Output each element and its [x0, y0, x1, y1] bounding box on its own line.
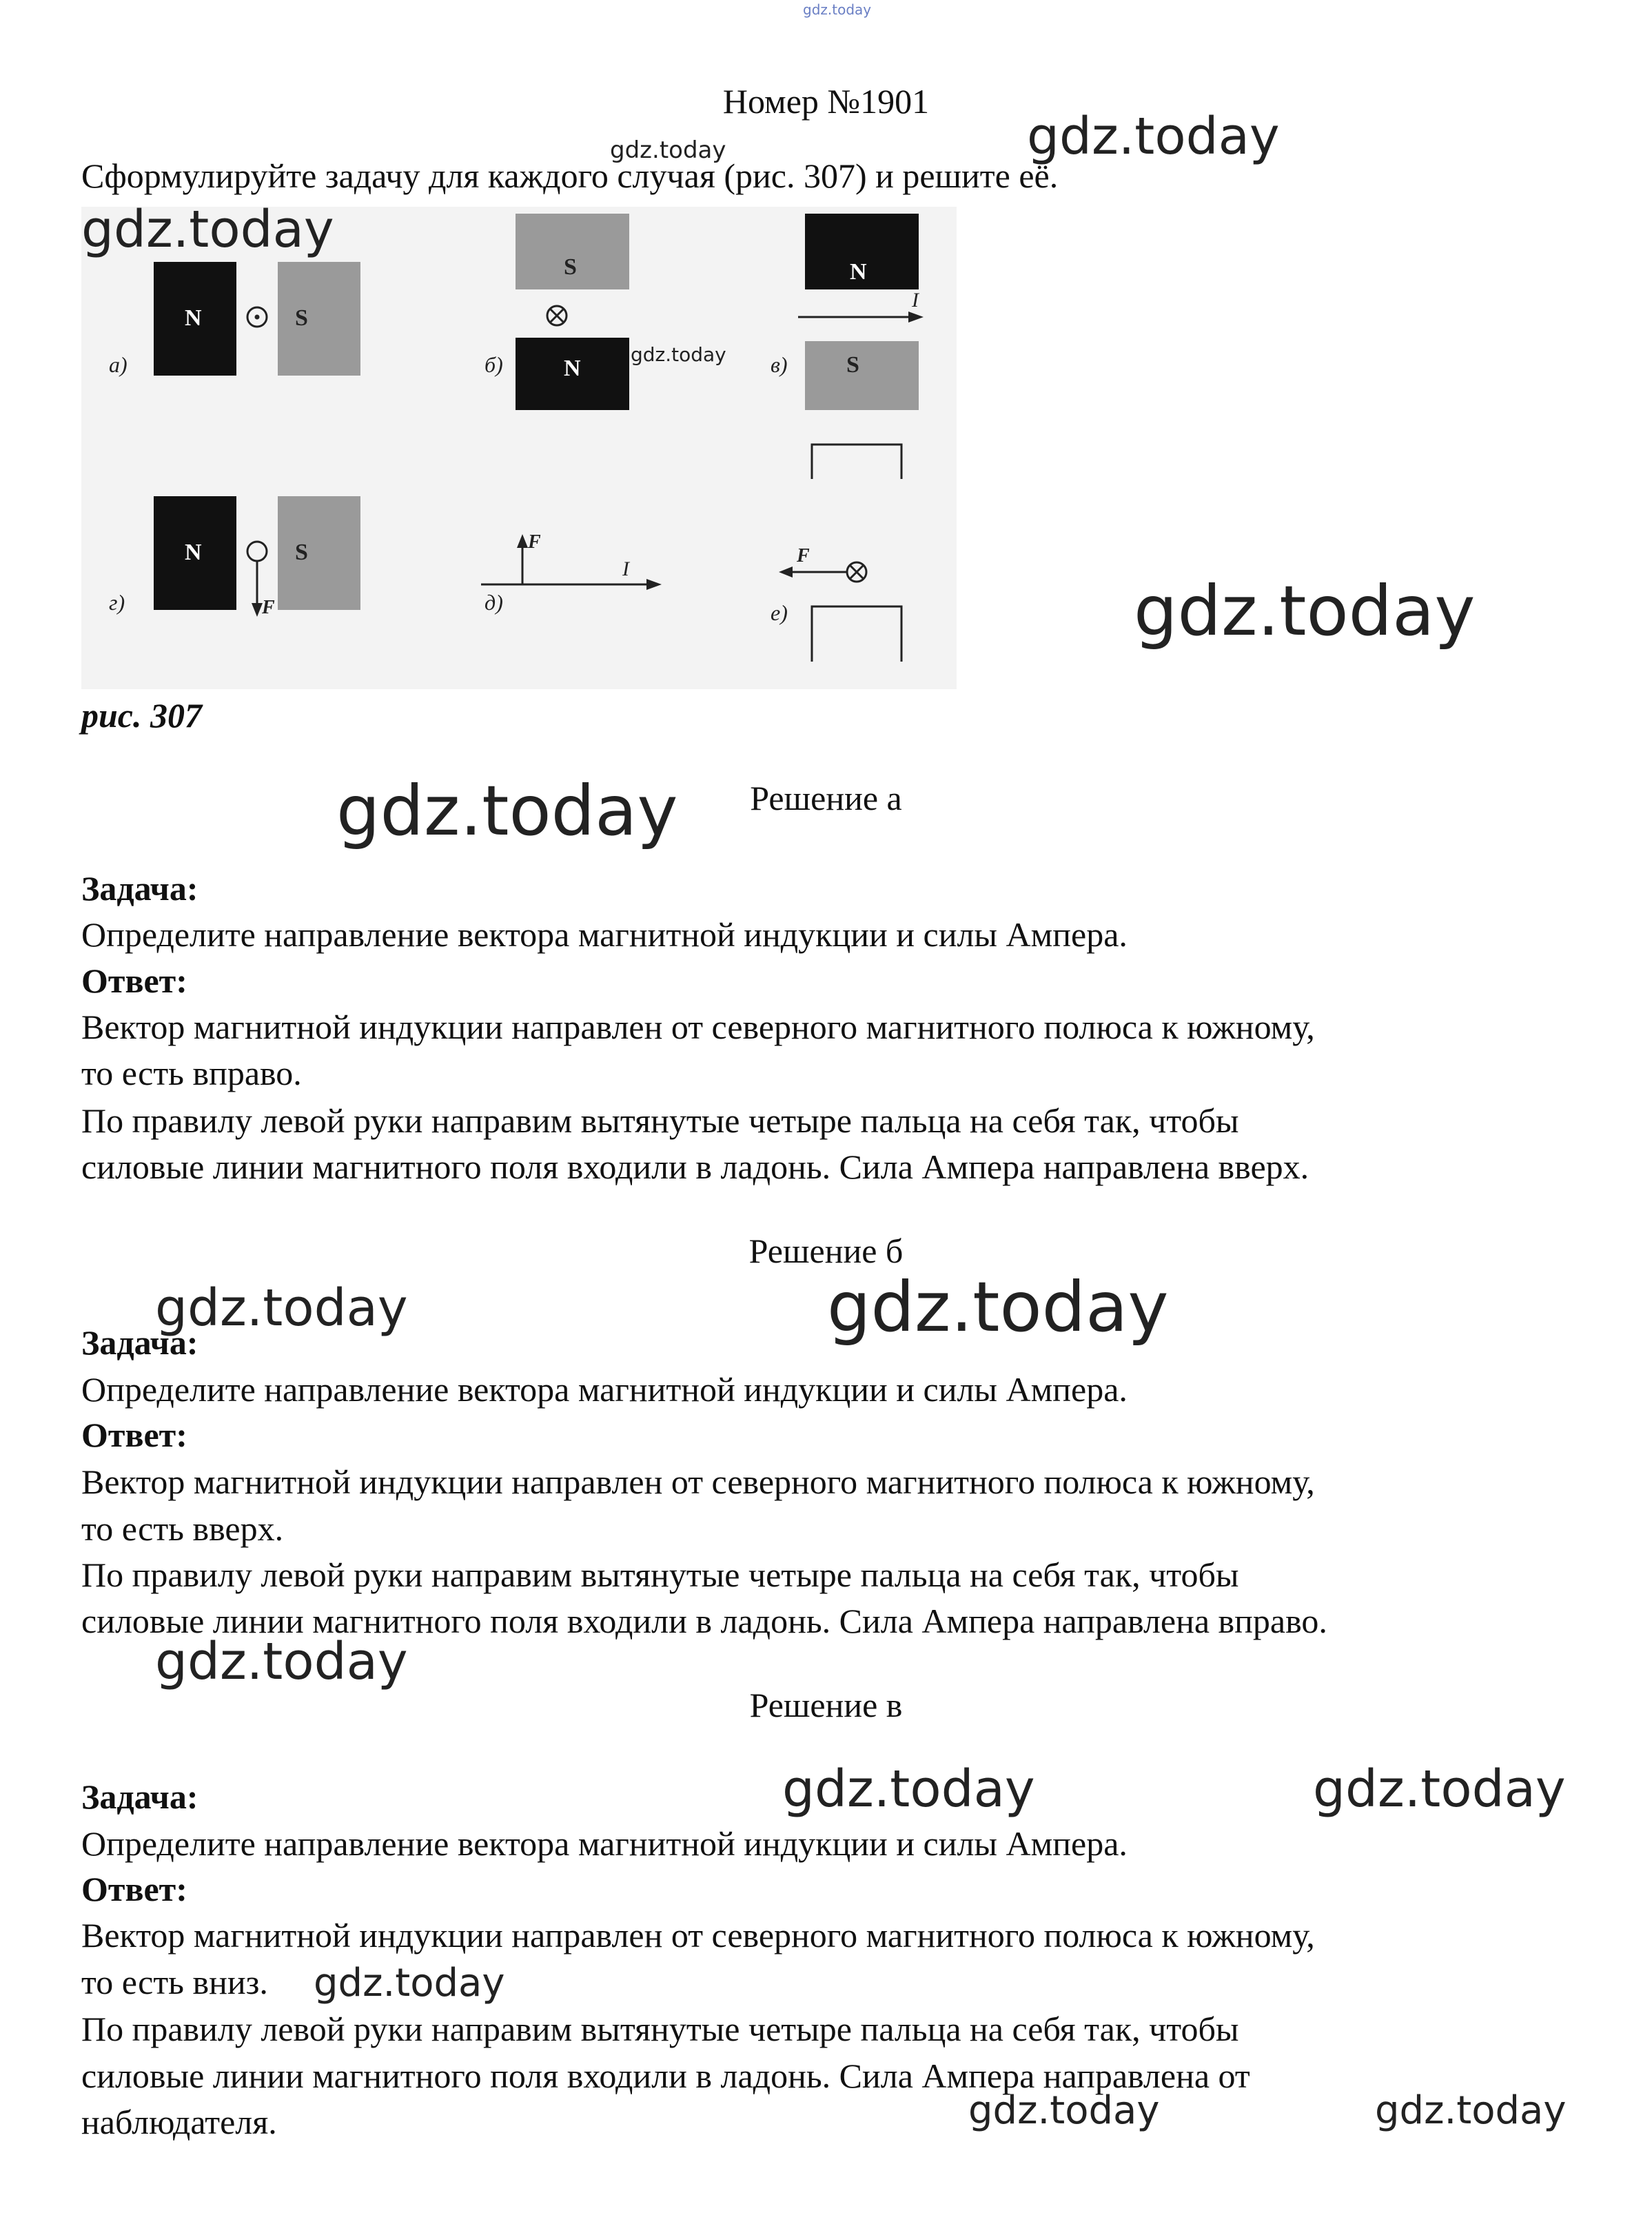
watermark: gdz.today — [782, 1759, 1035, 1819]
answer-line: Вектор магнитной индукции направлен от северного магнитного полюса к южному, — [81, 1916, 1315, 1955]
watermark: gdz.today — [155, 1278, 408, 1338]
answer-label: Ответ: — [81, 1416, 187, 1454]
watermark: gdz.today — [314, 1961, 505, 2006]
watermark: gdz.today — [827, 1267, 1169, 1347]
pole-label: N — [185, 305, 202, 331]
panel-label: е) — [771, 600, 788, 625]
task-label: Задача: — [81, 869, 198, 908]
answer-line: По правилу левой руки направим вытянутые четыре пальца на себя так, чтобы — [81, 1101, 1239, 1140]
watermark: gdz.today — [631, 343, 726, 366]
watermark: gdz.today — [81, 200, 334, 259]
answer-line: По правилу левой руки направим вытянутые четыре пальца на себя так, чтобы — [81, 2010, 1239, 2048]
watermark: gdz.today — [336, 770, 678, 851]
figure-caption: рис. 307 — [81, 696, 202, 735]
pole-label: N — [850, 259, 867, 285]
current-label: I — [912, 289, 919, 312]
answer-line: силовые линии магнитного поля входили в ладонь. Сила Ампера направлена вверх. — [81, 1147, 1309, 1186]
pole-label: N — [564, 356, 581, 381]
task-statement: Сформулируйте задачу для каждого случая (рис. 307) и решите её. — [81, 156, 1059, 195]
solution-heading: Решение б — [748, 1232, 904, 1270]
watermark: gdz.today — [155, 1632, 408, 1691]
answer-line: По правилу левой руки направим вытянутые четыре пальца на себя так, чтобы — [81, 1555, 1239, 1594]
task-text: Определите направление вектора магнитной индукции и силы Ампера. — [81, 1370, 1128, 1409]
answer-label: Ответ: — [81, 961, 187, 1000]
answer-label: Ответ: — [81, 1870, 187, 1908]
task-label: Задача: — [81, 1323, 198, 1362]
pole-label: S — [564, 254, 577, 280]
solution-heading: Решение а — [750, 779, 902, 817]
panel-label: б) — [485, 352, 503, 377]
watermark: gdz.today — [1313, 1759, 1566, 1819]
magnet-south — [278, 262, 360, 376]
panel-label: в) — [771, 352, 788, 377]
watermark: gdz.today — [1375, 2088, 1567, 2133]
page-title: Номер №1901 — [722, 82, 930, 121]
solution-heading: Решение в — [749, 1686, 903, 1724]
figure-307 — [81, 207, 957, 689]
watermark: gdz.today — [968, 2088, 1160, 2133]
magnet-south — [278, 496, 360, 610]
watermark: gdz.today — [1027, 107, 1280, 166]
force-label: F — [528, 531, 541, 553]
panel-label: г) — [109, 590, 125, 615]
panel-label: д) — [485, 590, 503, 615]
watermark: gdz.today — [610, 136, 726, 164]
answer-line: то есть вниз. — [81, 1963, 268, 2001]
answer-line: то есть вправо. — [81, 1054, 302, 1092]
magnet-outline-bottom — [812, 606, 901, 662]
conductor-icon — [247, 542, 267, 561]
task-label: Задача: — [81, 1777, 198, 1816]
pole-label: S — [846, 352, 859, 378]
answer-line: то есть вверх. — [81, 1509, 284, 1548]
pole-label: S — [295, 305, 308, 331]
task-text: Определите направление вектора магнитной индукции и силы Ампера. — [81, 1824, 1128, 1863]
current-label: I — [622, 558, 629, 580]
force-label: F — [262, 597, 275, 618]
magnet-outline-top — [812, 445, 901, 479]
answer-line: Вектор магнитной индукции направлен от северного магнитного полюса к южному, — [81, 1462, 1315, 1501]
answer-line: Вектор магнитной индукции направлен от северного магнитного полюса к южному, — [81, 1008, 1315, 1046]
answer-line: наблюдателя. — [81, 2103, 277, 2141]
answer-line: силовые линии магнитного поля входили в ладонь. Сила Ампера направлена от — [81, 2057, 1250, 2095]
pole-label: S — [295, 540, 308, 565]
watermark: gdz.today — [1134, 571, 1476, 651]
pole-label: N — [185, 540, 202, 565]
task-text: Определите направление вектора магнитной индукции и силы Ампера. — [81, 915, 1128, 954]
panel-label: а) — [109, 352, 128, 377]
watermark-top: gdz.today — [803, 1, 872, 18]
magnet-south — [805, 341, 919, 410]
answer-line: силовые линии магнитного поля входили в ладонь. Сила Ампера направлена вправо. — [81, 1602, 1327, 1640]
force-label: F — [797, 545, 810, 567]
